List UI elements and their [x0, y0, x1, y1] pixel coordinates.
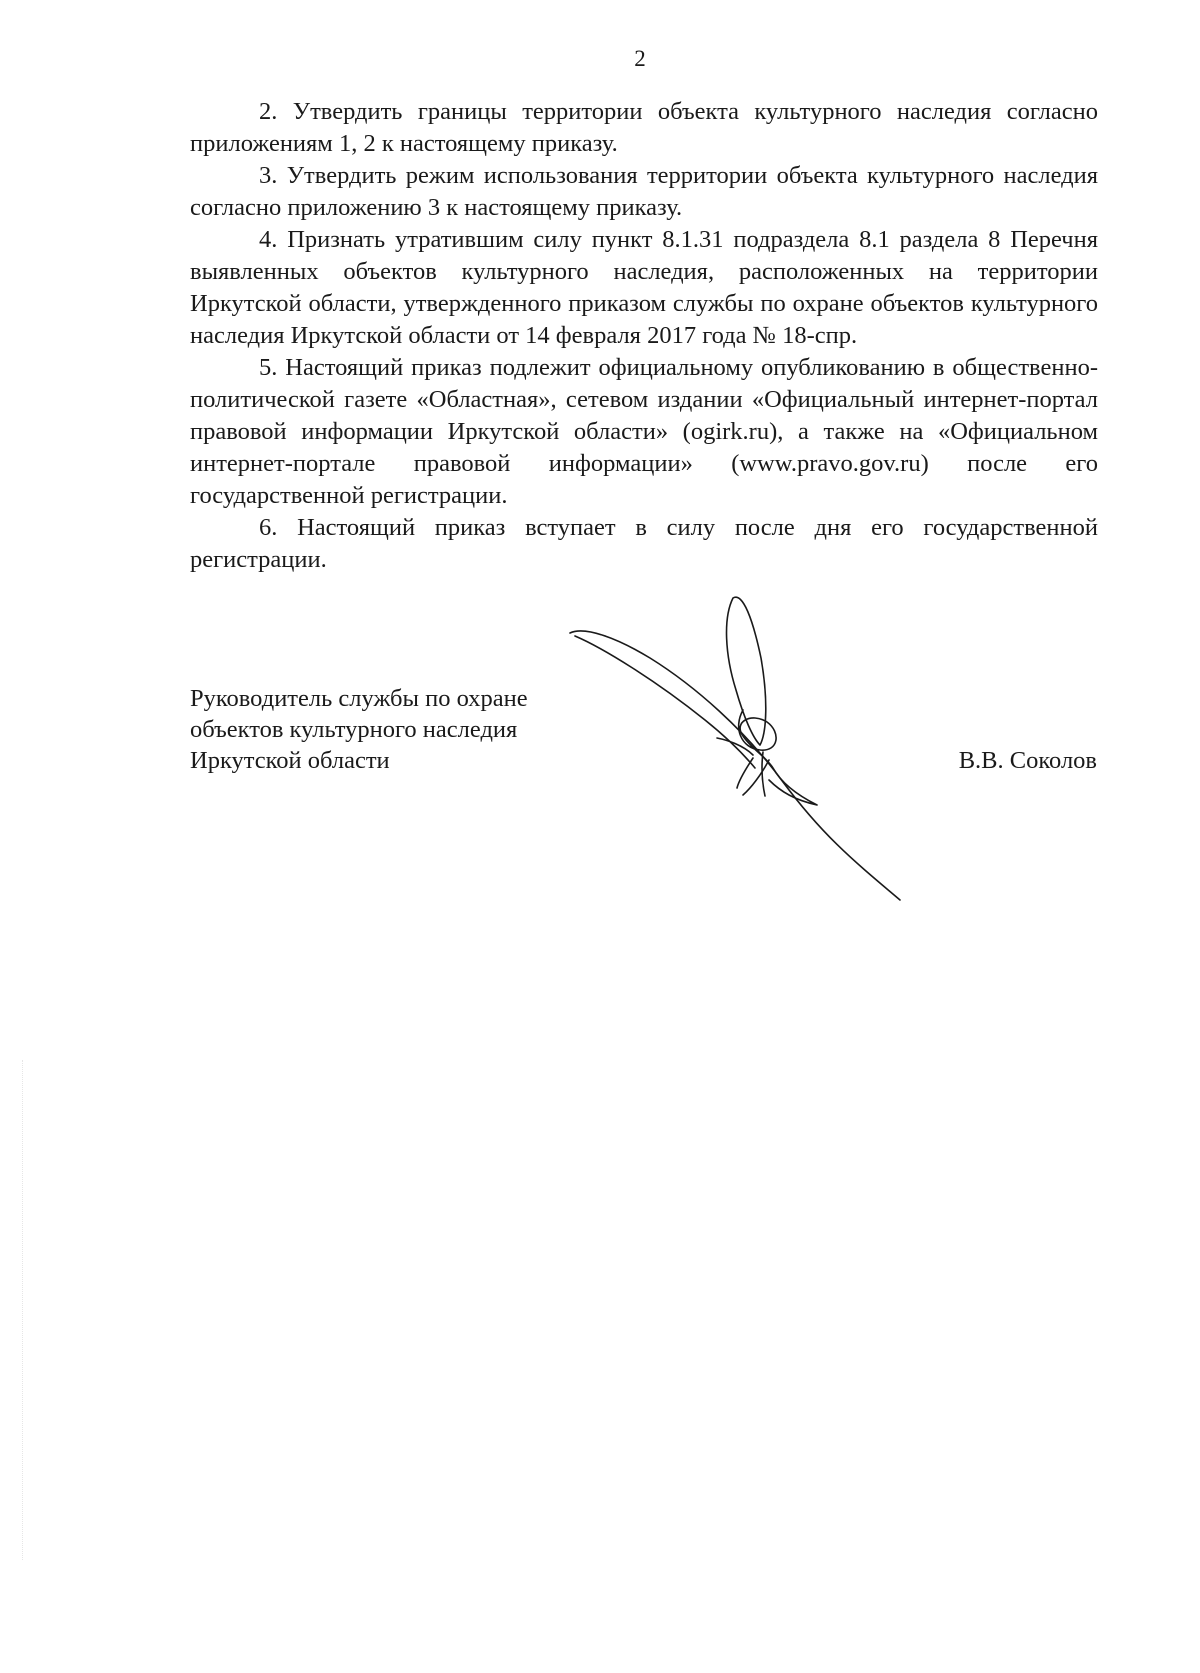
paragraph-item-3: 3. Утвердить режим использования территории объекта культурного наследия согласно приложению 3 к настоящему приказу.	[190, 162, 1098, 221]
page-number: 2	[634, 46, 646, 71]
handwritten-signature	[555, 570, 915, 910]
signatory-position	[190, 683, 528, 776]
signatory-position-line: объектов культурного наследия	[190, 716, 518, 743]
signatory-name: В.В. Соколов	[958, 747, 1097, 774]
document-body	[190, 96, 1098, 576]
paragraph-item-2: 2. Утвердить границы территории объекта культурного наследия согласно приложениям 1, 2 к настоящему приказу.	[190, 98, 1098, 157]
paragraph-item-6: 6. Настоящий приказ вступает в силу после дня его государственной регистрации.	[190, 514, 1098, 573]
paragraph-item-5: 5. Настоящий приказ подлежит официальному опубликованию в общественно-политической газете «Областная», сетевом издании «Официальный интернет-портал правовой информации Иркутской области» (ogirk.ru), а также на «Официальном интернет-портале правовой информации» (www.pravo.gov.ru) после его государственной регистрации.	[190, 354, 1098, 509]
signatory-position-line: Иркутской области	[190, 747, 390, 774]
signatory-position-line: Руководитель службы по охране	[190, 685, 528, 712]
scan-artifact	[22, 1060, 27, 1560]
paragraph-item-4: 4. Признать утратившим силу пункт 8.1.31 подраздела 8.1 раздела 8 Перечня выявленных объектов культурного наследия, расположенных на территории Иркутской области, утвержденного приказом службы по охране объектов культурного наследия Иркутской области от 14 февраля 2017 года № 18-спр.	[190, 226, 1098, 349]
